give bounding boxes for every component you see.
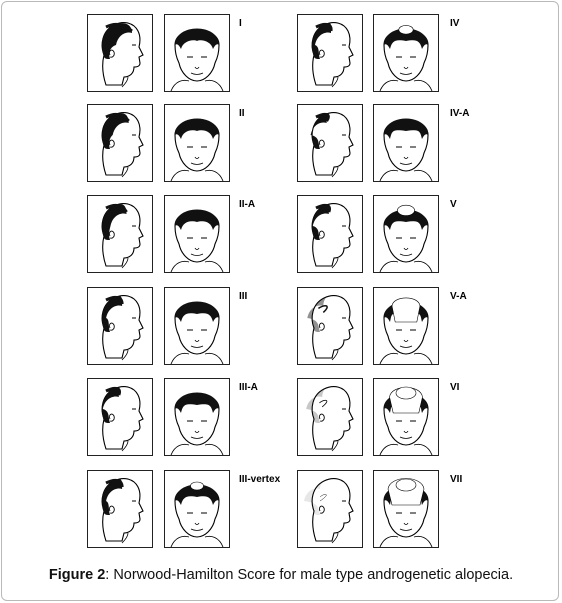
side-view-image [297, 14, 363, 92]
front-view-image [373, 104, 439, 182]
side-view-image [297, 378, 363, 456]
side-view-image [87, 470, 153, 548]
figure-caption-label: Figure 2 [48, 567, 106, 583]
side-view-image [297, 287, 363, 365]
side-view-image [87, 104, 153, 182]
stage-label: II-A [239, 199, 256, 210]
front-view-image [164, 470, 230, 548]
side-view-image [297, 104, 363, 182]
figure-caption [0, 567, 562, 583]
stage-label: V [450, 199, 457, 210]
stage-label: II [239, 108, 245, 119]
figure-frame [1, 1, 559, 601]
front-view-image [373, 470, 439, 548]
stage-label: VI [450, 382, 460, 393]
stage-label: IV [450, 18, 460, 29]
front-view-image [373, 14, 439, 92]
side-view-image [87, 195, 153, 273]
front-view-image [164, 378, 230, 456]
stage-label: V-A [450, 291, 467, 302]
side-view-image [87, 287, 153, 365]
stage-label: VII [450, 474, 463, 485]
stage-label: III-A [239, 382, 258, 393]
figure-caption-text: : Norwood-Hamilton Score for male type androgenetic alopecia. [105, 567, 514, 583]
front-view-image [164, 195, 230, 273]
front-view-image [373, 195, 439, 273]
side-view-image [87, 14, 153, 92]
front-view-image [164, 104, 230, 182]
front-view-image [164, 14, 230, 92]
stage-label: IV-A [450, 108, 470, 119]
side-view-image [297, 470, 363, 548]
side-view-image [297, 195, 363, 273]
side-view-image [87, 378, 153, 456]
front-view-image [373, 378, 439, 456]
front-view-image [373, 287, 439, 365]
front-view-image [164, 287, 230, 365]
stage-label: III-vertex [239, 474, 281, 485]
stage-label: I [239, 18, 242, 29]
stage-label: III [239, 291, 248, 302]
